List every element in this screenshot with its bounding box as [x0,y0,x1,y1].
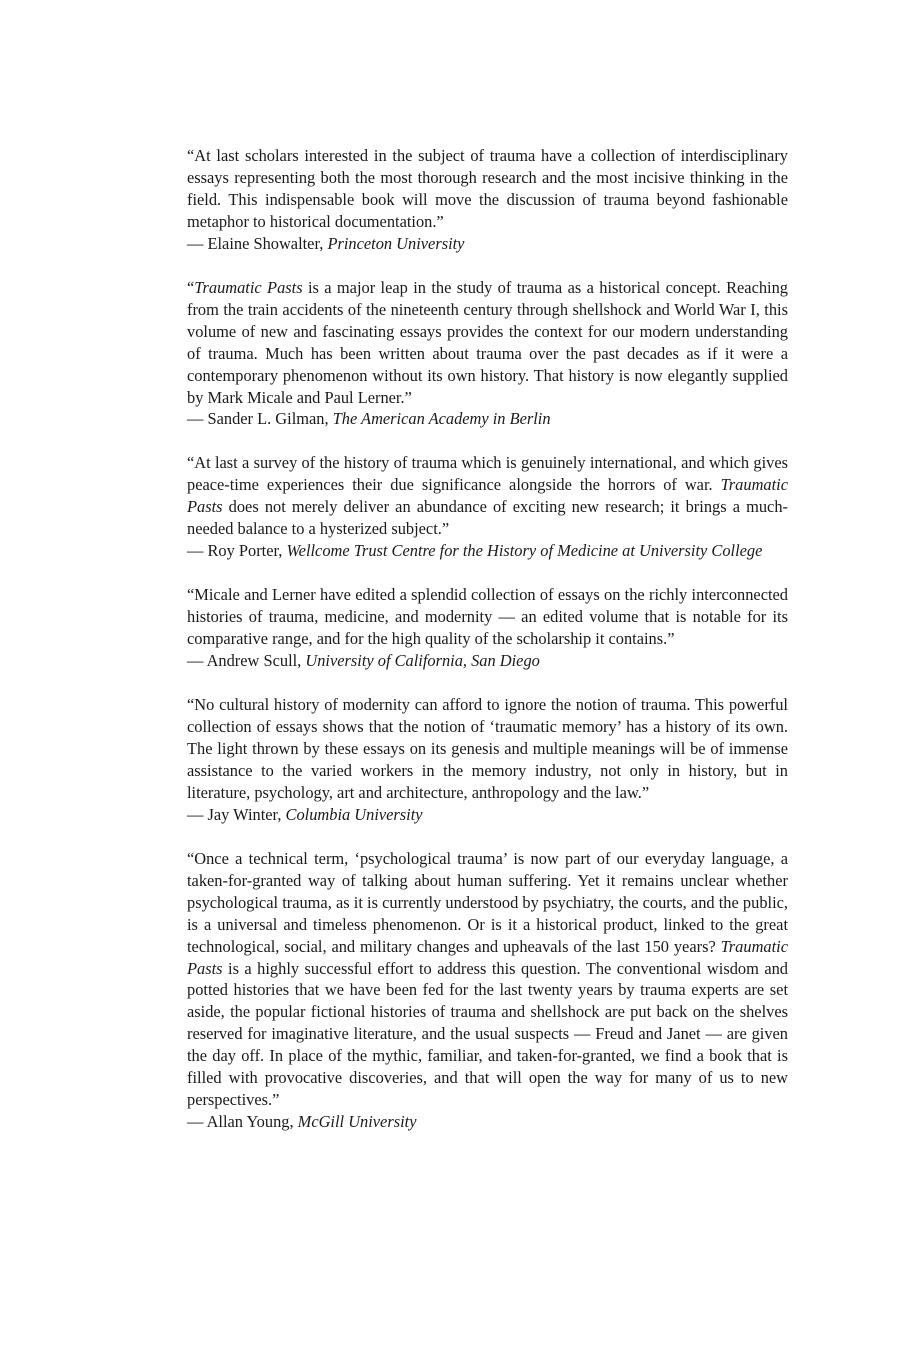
endorsement-quote: “At last scholars interested in the subject of trauma have a collection of interdisciplinary essays representing both the most thorough research and the most incisive thinking in the field. This indispensable book will move the discussion of trauma beyond fashionable metaphor to historical documentation.” [187,146,788,231]
endorsement-5 [187,694,788,826]
endorser-affiliation: McGill University [297,1112,417,1132]
endorsement-1 [187,145,788,255]
endorser-affiliation: Columbia University [285,804,423,824]
endorser-name: — Sander L. Gilman, [187,409,333,429]
endorser-name: — Jay Winter, [187,804,286,824]
endorsement-3 [187,452,788,562]
endorser-affiliation: University of California, San Diego [305,651,540,671]
endorsements-page [187,145,788,1155]
endorsement-2 [187,277,788,431]
book-title: Traumatic Pasts [187,475,788,517]
endorsement-quote: “Once a technical term, ‘psychological trauma’ is now part of our everyday language, a taken-for-granted way of talking about human suffering. Yet it remains unclear whether psychological trauma, as it is currently understood by psychiatry, the courts, and the public, is a universal and timeless phenomenon. Or is it a historical product, linked to the great technological, social, and military changes and upheavals of the last 150 years? Traumatic Pasts is a highly successful effort to address this question. The conventional wisdom and potted histories that we have been fed for the last twenty years by trauma experts are set aside, the popular fictional histories of trauma and shellshock are put back on the shelves reserved for imaginative literature, and the usual suspects — Freud and Janet — are given the day off. In place of the mythic, familiar, and taken-for-granted, we find a book that is filled with provocative discoveries, and that will open the way for many of us to new perspectives.” [187,848,788,1110]
endorser-name: — Elaine Showalter, [187,233,328,253]
book-title: Traumatic Pasts [194,277,303,297]
endorsement-quote: “No cultural history of modernity can afford to ignore the notion of trauma. This powerful collection of essays shows that the notion of ‘traumatic memory’ has a history of its own. The light thrown by these essays on its genesis and multiple meanings will be of immense assistance to the varied workers in the memory industry, not only in history, but in literature, psychology, art and architecture, anthropology and the law.” [187,695,788,802]
book-title: Traumatic Pasts [187,936,788,978]
endorser-name: — Allan Young, [187,1112,298,1132]
endorsement-attribution [187,540,788,562]
endorsement-4 [187,584,788,672]
endorsement-6 [187,848,788,1133]
endorsement-attribution [187,1111,788,1133]
endorsement-attribution [187,408,788,430]
endorser-affiliation: Wellcome Trust Centre for the History of Medicine at University College [286,541,763,561]
endorser-name: — Andrew Scull, [187,651,306,671]
endorsement-attribution [187,804,788,826]
endorsement-quote: “At last a survey of the history of trauma which is genuinely international, and which gives peace-time experiences their due significance alongside the horrors of war. Traumatic Pasts does not merely deliver an abundance of exciting new research; it brings a much-needed balance to a hysterized subject.” [187,453,788,539]
endorser-affiliation: Princeton University [327,233,465,253]
endorsement-attribution [187,650,788,672]
endorsement-quote: “Micale and Lerner have edited a splendid collection of essays on the richly interconnected histories of trauma, medicine, and modernity — an edited volume that is notable for its comparative range, and for the high quality of the scholarship it contains.” [187,585,788,649]
endorsement-quote: “Traumatic Pasts is a major leap in the study of trauma as a historical concept. Reaching from the train accidents of the nineteenth century through shellshock and World War I, this volume of new and fascinating essays provides the context for our modern understanding of trauma. Much has been written about trauma over the past decades as if it were a contemporary phenomenon without its own history. That history is now elegantly supplied by Mark Micale and Paul Lerner.” [187,277,788,407]
endorser-affiliation: The American Academy in Berlin [332,409,551,429]
endorser-name: — Roy Porter, [187,541,287,561]
endorsement-attribution [187,233,788,255]
